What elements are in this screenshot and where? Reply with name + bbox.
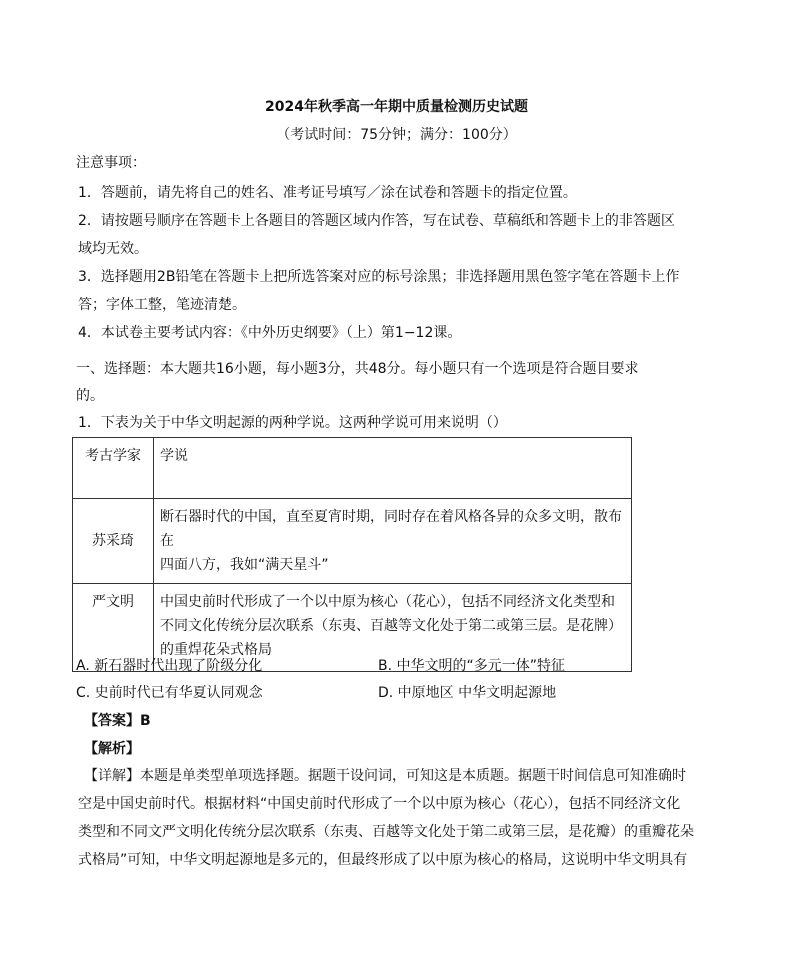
note-line-3-cont: 答；字体工整，笔迹清楚。 <box>78 297 246 313</box>
table-header-theory: 学说 <box>154 438 632 499</box>
answer-line: 【答案】B <box>84 713 151 729</box>
detail-line-3: 类型和不同文严文明化传统分层次联系（东夷、百越等文化处于第二或第三层，是花瓣）的重瓣花朵 <box>78 824 694 840</box>
section-heading-cont: 的。 <box>76 388 104 404</box>
theory-line: 四面八方，我如“满天星斗” <box>160 557 329 573</box>
theory-line: 的重焊花朵式格局 <box>160 642 272 658</box>
option-d: D. 中原地区 中华文明起源地 <box>378 685 557 701</box>
option-b: B. 中华文明的“多元一体”特征 <box>378 658 566 674</box>
note-line-4: 4．本试卷主要考试内容：《中外历史纲要》（上）第1−12课。 <box>78 325 462 341</box>
table-header-scholar: 考古学家 <box>73 438 154 499</box>
theory-line: 中国史前时代形成了一个以中原为核心（花心），包括不同经济文化类型和 <box>160 594 615 610</box>
exam-title: 2024年秋季高一年期中质量检测历史试题 <box>265 99 528 115</box>
theory-cell <box>154 499 632 584</box>
table-row <box>73 499 632 584</box>
exam-subtitle: （考试时间：75分钟；满分：100分） <box>276 127 517 143</box>
note-line-3: 3．选择题用2B铅笔在答题卡上把所选答案对应的标号涂黑；非选择题用黑色签字笔在答题卡上作 <box>78 269 680 285</box>
detail-line-2: 空是中国史前时代。根据材料“中国史前时代形成了一个以中原为核心（花心），包括不同经济文化 <box>78 796 681 812</box>
option-c: C. 史前时代已有华夏认同观念 <box>76 685 263 701</box>
scholar-cell: 严文明 <box>73 584 154 672</box>
question-stem: 1．下表为关于中华文明起源的两种学说。这两种学说可用来说明（） <box>78 415 507 431</box>
section-heading: 一、选择题：本大题共16小题，每小题3分，共48分。每小题只有一个选项是符合题目要求 <box>76 361 639 377</box>
theory-line: 不同文化传统分层次联系（东夷、百越等文化处于第二或第三层。是花牌） <box>160 618 622 634</box>
detail-line-4: 式格局”可知，中华文明起源地是多元的，但最终形成了以中原为核心的格局，这说明中华文明具有 <box>78 852 688 868</box>
table-header-row <box>73 438 632 499</box>
analysis-label: 【解析】 <box>84 741 140 757</box>
note-line-2: 2．请按题号顺序在答题卡上各题目的答题区域内作答，写在试卷、草稿纸和答题卡上的非答题区 <box>78 213 675 229</box>
option-a: A. 新石器时代出现了阶级分化 <box>76 658 263 674</box>
theory-line: 断石器时代的中国，直至夏宵时期，同时存在着风格各异的众多文明，散布在 <box>160 509 622 549</box>
scholar-cell: 苏采琦 <box>73 499 154 584</box>
note-line-2-cont: 域均无效。 <box>78 241 148 257</box>
note-line-1: 1．答题前，请先将自己的姓名、准考证号填写／涂在试卷和答题卡的指定位置。 <box>78 185 577 201</box>
theory-table <box>72 437 632 672</box>
notes-heading: 注意事项： <box>76 155 146 171</box>
detail-line-1: 【详解】本题是单类型单项选择题。据题干设问词，可知这是本质题。据题干时间信息可知准确时 <box>84 768 686 784</box>
